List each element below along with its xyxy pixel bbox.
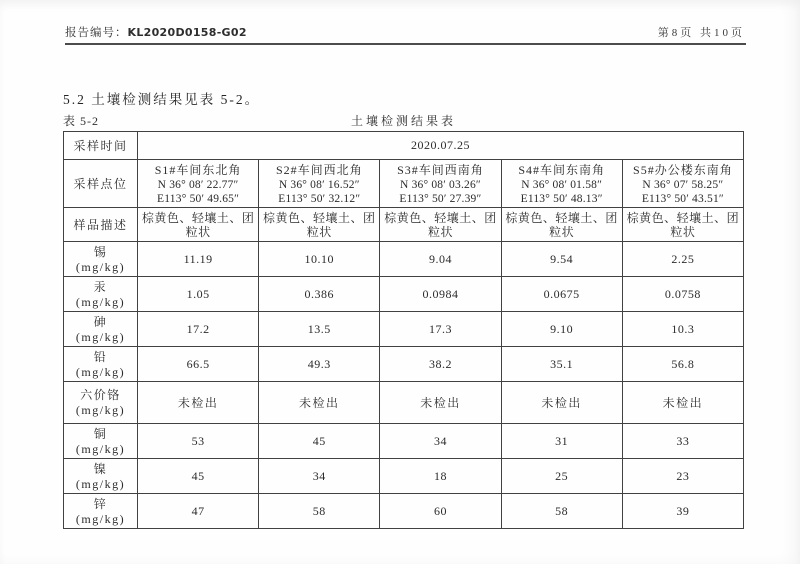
value-cell: 34 [380,424,501,459]
sampling-time-value: 2020.07.25 [138,132,744,160]
value-cell: 9.10 [501,312,622,347]
sample-description-cell: 棕黄色、轻壤土、团粒状 [138,208,259,242]
row-label: 汞 (mg/kg) [64,277,138,312]
table-row-sampling-time [64,132,744,160]
value-cell: 17.2 [138,312,259,347]
value-cell: 31 [501,424,622,459]
point-name: S1#车间东北角 [154,163,242,177]
table-row-arsenic [64,312,744,347]
value-cell: 10.10 [259,242,380,277]
table-row-copper [64,424,744,459]
value-cell: 2.25 [622,242,743,277]
report-number-value: KL2020D0158-G02 [127,26,247,39]
table-row-lead [64,347,744,382]
header-rule [65,43,746,45]
sampling-point-cell [138,160,259,208]
value-cell: 0.0984 [380,277,501,312]
point-lon: E113° 50′ 48.13″ [520,193,603,205]
table-number-label: 表 5-2 [63,114,99,128]
row-label-line1: 六价铬 [80,387,121,402]
value-cell: 35.1 [501,347,622,382]
value-cell: 34 [259,459,380,494]
point-lat: N 36° 08′ 03.26″ [400,179,481,191]
sample-description-cell: 棕黄色、轻壤土、团粒状 [501,208,622,242]
row-label-sample-description: 样品描述 [64,208,138,242]
point-lat: N 36° 08′ 16.52″ [278,179,360,191]
point-name: S3#车间西南角 [397,163,484,177]
page-indicator: 第8页 共10页 [657,27,745,39]
value-cell: 0.386 [259,277,380,312]
row-label-line2: (mg/kg) [75,402,126,417]
value-cell: 25 [501,459,622,494]
point-lon: E113° 50′ 43.51″ [641,193,724,205]
point-lon: E113° 50′ 27.39″ [399,193,482,205]
value-cell: 未检出 [380,382,501,424]
sampling-point-cell [501,160,622,208]
page-header [65,24,745,40]
value-cell: 23 [622,459,743,494]
value-cell: 45 [138,459,259,494]
value-cell: 47 [138,494,259,529]
row-label: 铅 (mg/kg) [64,347,138,382]
value-cell: 66.5 [138,347,259,382]
row-label: 锡 (mg/kg) [64,242,138,277]
point-name: S5#办公楼东南角 [633,163,733,177]
table-row-nickel [64,459,744,494]
value-cell: 1.05 [138,277,259,312]
table-row-zinc [64,494,744,529]
point-lat: N 36° 07′ 58.25″ [642,179,724,191]
value-cell: 60 [380,494,501,529]
report-number [65,24,247,40]
value-cell: 38.2 [380,347,501,382]
row-label-sampling-time: 采样时间 [64,132,138,160]
row-label: 铜 (mg/kg) [64,424,138,459]
value-cell: 0.0675 [501,277,622,312]
point-lat: N 36° 08′ 01.58″ [521,179,603,191]
value-cell: 13.5 [259,312,380,347]
point-lat: N 36° 08′ 22.77″ [157,179,239,191]
point-name: S2#车间西北角 [275,163,363,177]
value-cell: 未检出 [501,382,622,424]
value-cell: 33 [622,424,743,459]
sampling-point-cell [259,160,380,208]
section-title: 5.2 土壤检测结果见表 5-2。 [63,92,261,107]
value-cell: 11.19 [138,242,259,277]
sampling-point-cell [622,160,743,208]
table-caption-row [63,112,744,128]
sample-description-cell: 棕黄色、轻壤土、团粒状 [380,208,501,242]
row-label-sampling-point: 采样点位 [64,160,138,208]
value-cell: 17.3 [380,312,501,347]
row-label: 锌 (mg/kg) [64,494,138,529]
sampling-point-cell [380,160,501,208]
row-label: 镍 (mg/kg) [64,459,138,494]
table-row-sample-description [64,208,744,242]
value-cell: 53 [138,424,259,459]
sample-description-cell: 棕黄色、轻壤土、团粒状 [622,208,743,242]
row-label: 砷 (mg/kg) [64,312,138,347]
report-number-label: 报告编号： [65,27,128,39]
point-name: S4#车间东南角 [518,163,605,177]
value-cell: 9.04 [380,242,501,277]
table-caption: 土壤检测结果表 [350,114,457,128]
row-label [64,382,138,424]
value-cell: 58 [259,494,380,529]
value-cell: 49.3 [259,347,380,382]
table-row-sampling-points [64,160,744,208]
point-lon: E113° 50′ 32.12″ [278,193,361,205]
value-cell: 未检出 [622,382,743,424]
value-cell: 58 [501,494,622,529]
point-lon: E113° 50′ 49.65″ [157,193,240,205]
value-cell: 45 [259,424,380,459]
table-row-tin [64,242,744,277]
value-cell: 39 [622,494,743,529]
table-row-hexavalent-chromium [64,382,744,424]
value-cell: 56.8 [622,347,743,382]
sample-description-cell: 棕黄色、轻壤土、团粒状 [259,208,380,242]
table-row-mercury [64,277,744,312]
value-cell: 9.54 [501,242,622,277]
value-cell: 18 [380,459,501,494]
value-cell: 未检出 [138,382,259,424]
soil-results-table [63,131,744,529]
value-cell: 未检出 [259,382,380,424]
value-cell: 0.0758 [622,277,743,312]
value-cell: 10.3 [622,312,743,347]
